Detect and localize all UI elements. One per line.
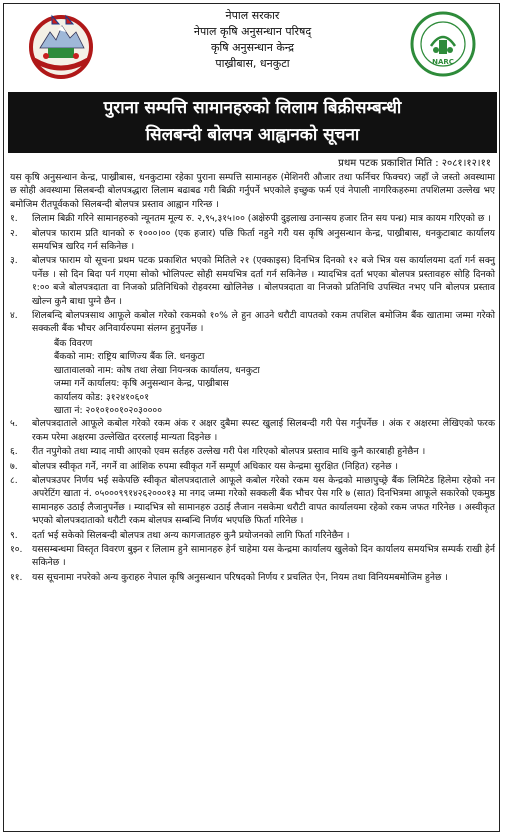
item-number: ५. [10, 418, 18, 430]
item-text: बोलपत्र स्वीकृत गर्ने, नगर्ने वा आंशिक रुपमा स्वीकृत गर्ने सम्पूर्ण अधिकार यस केन्द्रमा सुरक्षित (निहित) रहनेछ । [32, 460, 398, 472]
item-number: ११. [10, 571, 23, 583]
office-code: कार्यालय कोड: ३१२४१०६०१ [54, 391, 149, 403]
item-text: रीत नपुगेको तथा म्याद नाघी आएको एवम सर्तहरु उल्लेख गरी पेश गरिएको बोलपत्र प्रस्ताव माथि कुनै कारबाही हुनेछैन । [32, 446, 426, 458]
account-number: खाता नं: २०१०१००१०२०३०००० [54, 404, 162, 416]
item-text: बोलपत्र फाराम प्रति थानको रु १०००।०० (एक हजार) पछि फिर्ता नहुने गरी यस कृषि अनुसन्धान केन्द्र, पाख्रीबास, धनकुटाबाट कार्यालय समयभित्र खरिद गर्न सकिनेछ । [32, 227, 495, 253]
item-text: दर्ता भई सकेको सिलबन्दी बोलपत्र तथा अन्य कागजातहरु कुनै प्रयोजनको लागि फिर्ता गरिनेछैन । [32, 529, 350, 541]
item-number: २. [10, 227, 18, 239]
title-line-1: पुराना सम्पत्ति सामानहरुको लिलाम बिक्रीसम्बन्धी [103, 98, 402, 118]
item-number: १. [10, 213, 18, 225]
depositor-office: जम्मा गर्ने कार्यालय: कृषि अनुसन्धान केन्द्र, पाख्रीबास [54, 378, 229, 390]
bank-name: बैंकको नाम: राष्ट्रिय बाणिज्य बैंक लि. धनकुटा [54, 351, 205, 363]
item-text: शिलबन्दि बोलपत्रसाथ आफूले कबोल गरेको रकमको १०% ले हुन आउने धरौटी वापतको रकम तपशिल बमोजिम बैंक खातामा जम्मा गरेको सक्कली बैंक भौचर अनिवार्यरुपमा संलग्न हुनुपर्नेछ । [32, 310, 495, 335]
intro-paragraph: यस कृषि अनुसन्धान केन्द्र, पाख्रीबास, धनकुटामा रहेका पुराना सम्पत्ति सामानहरु (मेशिनरी औजार तथा फर्निचर फिक्चर) जहाँ जे जस्तो अवस्थामा छ सोही अवस्थामा सिलबन्दी बोलपत्रद्धारा लिलाम बढाबढ गरी बिक्री गर्नुपर्ने भएकोले इच्छुक फर्म एवं नेपाली नागरिकहरुमा तपशिलमा उल्लेख भए बमोजिम रीतपूर्वकको सिलबन्दी बोलपत्र प्रस्ताव आह्वान गरिन्छ । [10, 172, 495, 210]
item-text: बोलपत्रउपर निर्णय भई सकेपछि स्वीकृत बोलपत्रदाताले आफूले कबोल गरेको रकम यस केन्द्रको माछापुच्छ्रे बैंक लिमिटेड हिलेमा रहेको नन अपरेटिंग खाता नं. ०५०००९९१४२६२०००१३ मा नगद जम्मा गरेको सक्कली बैंक भौचर पेस गरि ७ (सात) दिनभित्रमा आफूले सकारेको एकमुष्ठ सामानहरु उठाई लैजानुपर्नेछ । म्यादभित्र सो सामानहरु उठाई लैजान नसकेमा धरौटी वापत कार्यालयमा रहेको रकम जफत गरिनेछ । अस्वीकृत भएको बोलपत्रदाताको धरौटी रकम बोलपत्र सम्बन्धि निर्णय भएपछि फिर्ता गरिनेछ । [32, 474, 495, 527]
item-number: ८. [10, 474, 18, 486]
item-text: यस सूचनामा नपरेको अन्य कुराहरु नेपाल कृषि अनुसन्धान परिषदको निर्णय र प्रचलित ऐन, नियम तथा विनियमबमोजिम हुनेछ । [32, 571, 448, 583]
item-text: बोलपत्रदाताले आफूले कबोल गरेको रकम अंक र अक्षर दुबैमा स्पस्ट खुलाई सिलबन्दी गरी पेस गर्नुपर्नेछ । अंक र अक्षरमा लेखिएको फरक रकम परेमा अक्षरमा उल्लेखित दररलाई मान्यता दिइनेछ । [32, 418, 495, 443]
item-text: बोलपत्र फाराम यो सूचना प्रथम पटक प्रकाशित भएको मितिले २१ (एक्काइस) दिनभित्र दिनको १२ बजे भित्र यस कार्यालयमा दर्ता गर्न सक्नु पर्नेछ । सो दिन बिदा पर्न गएमा सोको भोलिपल्ट सोही समयभित्र दर्ता गर्न सकिनेछ । म्यादभित्र दर्ता भएका बोलपत्र प्रस्तावहरु सोहि दिनको १:०० बजे बोलपत्रदाता वा निजको प्रतिनिधिको रोहवरमा खोलिनेछ । बोलपत्रदाता वा निजको प्रतिनिधि उपस्थित नभए पनि बोलपत्र प्रस्ताव खोल्न कुनै बाधा पुग्ने छैन । [32, 255, 495, 307]
nepal-emblem-logo [26, 10, 96, 80]
item-number: १०. [10, 543, 23, 555]
narc-logo [409, 10, 477, 78]
item-number: ३. [10, 255, 18, 267]
item-text: यससम्बन्धमा विस्तृत विवरण बुझ्न र लिलाम हुने सामानहरु हेर्न चाहेमा यस केन्द्रमा कार्यालय खुलेको दिन कार्यालय समयभित्र सम्पर्क राखी हेर्न सकिनेछ । [32, 543, 495, 569]
item-text: लिलाम बिक्री गरिने सामानहरुको न्यूनतम मूल्य रु. २,९५,३१५।०० (अक्षेरुपी दुइलाख उनान्सय हजार तिन सय पन्ध्र) मात्र कायम गरिएको छ । [32, 213, 491, 225]
header [6, 6, 499, 90]
publish-date: प्रथम पटक प्रकाशित मिति : २०८१।१२।११ [338, 158, 491, 169]
council-name: नेपाल कृषि अनुसन्धान परिषद् [193, 25, 312, 38]
govt-name: नेपाल सरकार [225, 9, 280, 22]
header-text [106, 8, 399, 72]
item-number: ६. [10, 446, 18, 458]
item-number: ७. [10, 460, 18, 472]
bank-heading: बैंक विवरण [54, 337, 93, 349]
item-number: ४. [10, 310, 18, 322]
center-address: पाख्रीबास, धनकुटा [215, 57, 290, 70]
center-name: कृषि अनुसन्धान केन्द्र [210, 41, 295, 54]
narc-label: NARC [432, 58, 454, 66]
item-number: ९. [10, 529, 18, 541]
page-border [3, 3, 500, 832]
account-holder: खातावालको नाम: कोष तथा लेखा नियन्त्रक कार्यालय, धनकुटा [54, 364, 260, 376]
title-line-2: सिलबन्दी बोलपत्र आह्वानको सूचना [145, 125, 360, 145]
